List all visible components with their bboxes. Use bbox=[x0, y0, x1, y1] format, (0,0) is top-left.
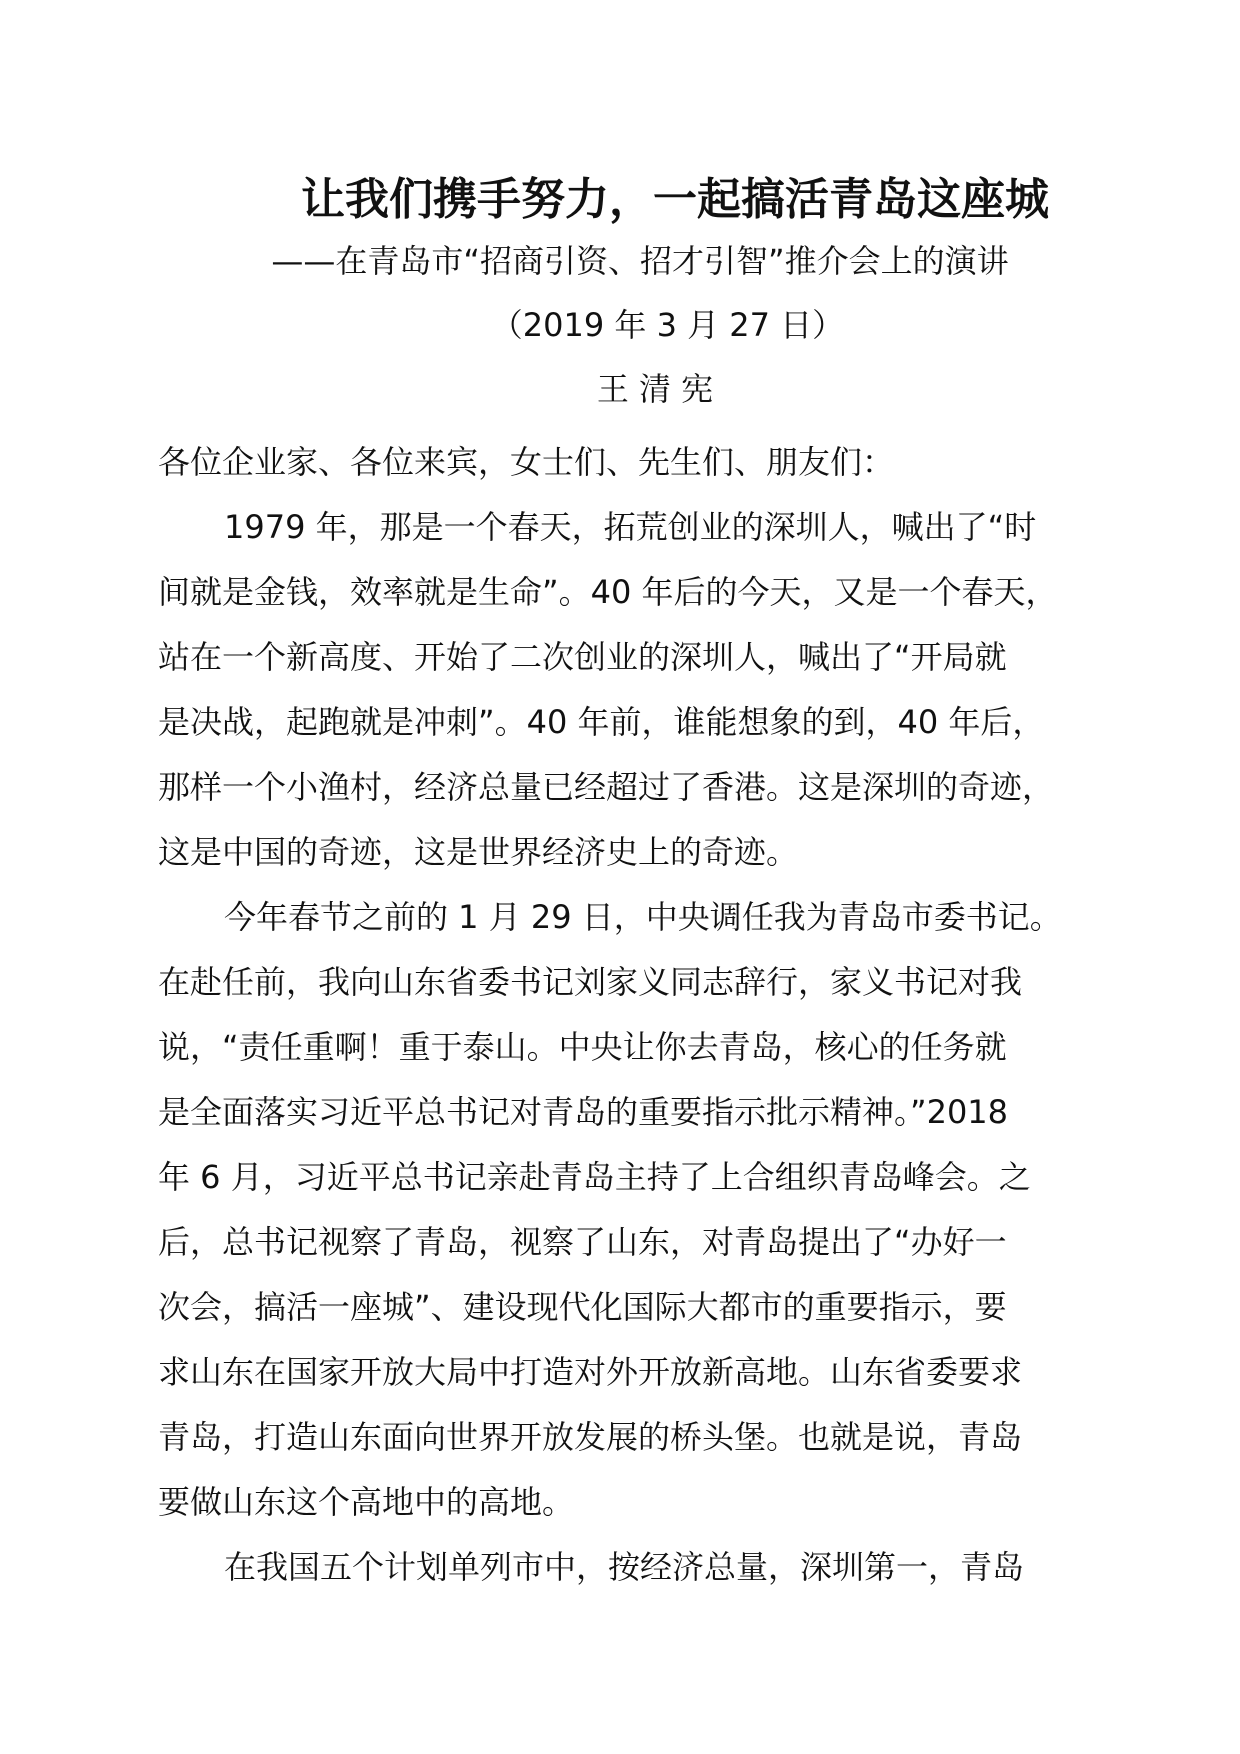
speech-body bbox=[158, 430, 1118, 1600]
speech-date: （2019 年 3 月 27 日） bbox=[490, 306, 845, 344]
paragraph-line: 要做山东这个高地中的高地。 bbox=[158, 1483, 575, 1521]
paragraph-line: 求山东在国家开放大局中打造对外开放新高地。山东省委要求 bbox=[158, 1353, 1023, 1391]
paragraph-line: 在赴任前，我向山东省委书记刘家义同志辞行，家义书记对我 bbox=[158, 963, 1023, 1001]
paragraph-line: 那样一个小渔村，经济总量已经超过了香港。这是深圳的奇迹， bbox=[158, 768, 1055, 806]
paragraph-line: 青岛，打造山东面向世界开放发展的桥头堡。也就是说，青岛 bbox=[158, 1418, 1023, 1456]
paragraph-line: 是全面落实习近平总书记对青岛的重要指示批示精神。”2018 bbox=[158, 1093, 1009, 1131]
paragraph-line: 1979 年，那是一个春天，拓荒创业的深圳人，喊出了“时 bbox=[224, 508, 1037, 546]
salutation-line: 各位企业家、各位来宾，女士们、先生们、朋友们： bbox=[158, 443, 895, 481]
paragraph-line: 说，“责任重啊！重于泰山。中央让你去青岛，核心的任务就 bbox=[158, 1028, 1007, 1066]
document-subtitle: ——在青岛市“招商引资、招才引智”推介会上的演讲 bbox=[271, 242, 1009, 280]
paragraph-line: 间就是金钱，效率就是生命”。40 年后的今天，又是一个春天， bbox=[158, 573, 1058, 611]
paragraph-line: 次会，搞活一座城”、建设现代化国际大都市的重要指示，要 bbox=[158, 1288, 1007, 1326]
paragraph-line: 这是中国的奇迹，这是世界经济史上的奇迹。 bbox=[158, 833, 799, 871]
paragraph-line: 站在一个新高度、开始了二次创业的深圳人，喊出了“开局就 bbox=[158, 638, 1007, 676]
author-name: 王 清 宪 bbox=[596, 370, 714, 408]
paragraph-line: 今年春节之前的 1 月 29 日，中央调任我为青岛市委书记。 bbox=[224, 898, 1062, 936]
paragraph-line: 年 6 月，习近平总书记亲赴青岛主持了上合组织青岛峰会。之 bbox=[158, 1158, 1031, 1196]
paragraph-line: 在我国五个计划单列市中，按经济总量，深圳第一，青岛 bbox=[224, 1548, 1025, 1586]
paragraph-line: 是决战，起跑就是冲刺”。40 年前，谁能想象的到，40 年后， bbox=[158, 703, 1045, 741]
document-title: 让我们携手努力，一起搞活青岛这座城 bbox=[301, 174, 1049, 225]
paragraph-line: 后，总书记视察了青岛，视察了山东，对青岛提出了“办好一 bbox=[158, 1223, 1007, 1261]
